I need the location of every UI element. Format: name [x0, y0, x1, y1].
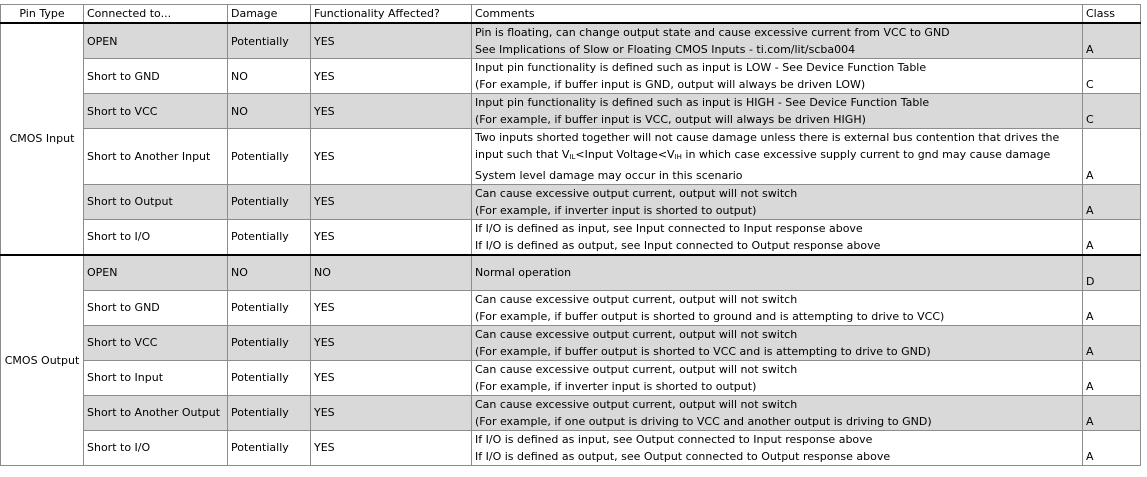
comment-line: Two inputs shorted together will not cause damage unless there is external bus contention that drives the: [475, 131, 1060, 144]
table-row: [1, 59, 1141, 94]
comment-line: Can cause excessive output current, output will not switch: [475, 292, 798, 306]
comment-line: (For example, if one output is driving to VCC and another output is driving to GND): [475, 414, 932, 428]
damage-cell: Potentially: [228, 23, 311, 59]
connected-cell: Short to VCC: [84, 325, 228, 360]
connected-cell: Short to I/O: [84, 430, 228, 465]
comment-line: (For example, if inverter input is shorted to output): [475, 203, 757, 217]
class-cell: A: [1083, 129, 1141, 185]
comments-cell: [472, 395, 1083, 430]
damage-cell: Potentially: [228, 325, 311, 360]
damage-cell: NO: [228, 94, 311, 129]
comment-line: Can cause excessive output current, output will not switch: [475, 362, 798, 376]
table-row: [1, 290, 1141, 325]
functionality-cell: YES: [311, 184, 472, 219]
comment-line: If I/O is defined as output, see Output connected to Output response above: [475, 449, 891, 463]
fmea-table: [0, 4, 1141, 466]
table-row: [1, 129, 1141, 185]
comment-line: See Implications of Slow or Floating CMOS Inputs - ti.com/lit/scba004: [475, 43, 856, 56]
functionality-cell: YES: [311, 23, 472, 59]
comment-line: Normal operation: [475, 266, 572, 280]
comment-line: (For example, if buffer output is shorted to VCC and is attempting to drive to GND): [475, 344, 931, 358]
comment-line: Can cause excessive output current, output will not switch: [475, 397, 798, 411]
functionality-cell: YES: [311, 94, 472, 129]
class-cell: C: [1083, 59, 1141, 94]
table-row: [1, 219, 1141, 255]
class-cell: A: [1083, 219, 1141, 255]
functionality-cell: YES: [311, 219, 472, 255]
comment-line: Can cause excessive output current, output will not switch: [475, 186, 798, 200]
functionality-cell: YES: [311, 129, 472, 185]
comment-line: If I/O is defined as input, see Input connected to Input response above: [475, 221, 863, 235]
comment-line: (For example, if inverter input is shorted to output): [475, 379, 757, 393]
connected-cell: Short to Another Output: [84, 395, 228, 430]
damage-cell: Potentially: [228, 129, 311, 185]
header-damage: Damage: [228, 5, 311, 24]
class-cell: A: [1083, 395, 1141, 430]
connected-cell: Short to I/O: [84, 219, 228, 255]
connected-cell: OPEN: [84, 23, 228, 59]
connected-cell: OPEN: [84, 255, 228, 291]
class-cell: A: [1083, 184, 1141, 219]
connected-cell: Short to VCC: [84, 94, 228, 129]
table-row: [1, 325, 1141, 360]
damage-cell: NO: [228, 59, 311, 94]
comments-cell: [472, 325, 1083, 360]
comment-line: (For example, if buffer input is VCC, output will always be driven HIGH): [475, 113, 866, 126]
damage-cell: Potentially: [228, 219, 311, 255]
header-pin-type: Pin Type: [1, 5, 84, 24]
comments-cell: [472, 430, 1083, 465]
functionality-cell: YES: [311, 325, 472, 360]
functionality-cell: YES: [311, 430, 472, 465]
functionality-cell: YES: [311, 290, 472, 325]
comment-line: (For example, if buffer output is shorted to ground and is attempting to drive to VCC): [475, 309, 945, 323]
class-cell: A: [1083, 430, 1141, 465]
pin-type-cell: CMOS Input: [1, 23, 84, 255]
table-row: [1, 23, 1141, 59]
damage-cell: Potentially: [228, 184, 311, 219]
comments-cell: [472, 129, 1083, 185]
comment-line: If I/O is defined as input, see Output connected to Input response above: [475, 432, 873, 446]
connected-cell: Short to GND: [84, 290, 228, 325]
class-cell: C: [1083, 94, 1141, 129]
header-row: [1, 5, 1141, 24]
comments-cell: [472, 59, 1083, 94]
comment-line: Can cause excessive output current, output will not switch: [475, 327, 798, 341]
functionality-cell: YES: [311, 360, 472, 395]
comments-cell: [472, 219, 1083, 255]
header-functionality: Functionality Affected?: [311, 5, 472, 24]
damage-cell: Potentially: [228, 395, 311, 430]
class-cell: A: [1083, 360, 1141, 395]
comments-cell: [472, 184, 1083, 219]
class-cell: D: [1083, 255, 1141, 291]
comments-cell: [472, 23, 1083, 59]
damage-cell: NO: [228, 255, 311, 291]
damage-cell: Potentially: [228, 430, 311, 465]
functionality-cell: NO: [311, 255, 472, 291]
comment-line: System level damage may occur in this scenario: [475, 168, 743, 182]
damage-cell: Potentially: [228, 290, 311, 325]
table-row: [1, 94, 1141, 129]
connected-cell: Short to Output: [84, 184, 228, 219]
functionality-cell: YES: [311, 59, 472, 94]
comment-line: input such that $V_{IL}<Input$ $Voltage<V_{IH}$ in which case excessive supply current to gnd may cause damage: [475, 148, 1051, 162]
header-class: Class: [1083, 5, 1141, 24]
comment-line: Pin is floating, can change output state and cause excessive current from VCC to GND: [475, 26, 950, 39]
class-cell: A: [1083, 325, 1141, 360]
table-row: [1, 430, 1141, 465]
comment-line: If I/O is defined as output, see Input connected to Output response above: [475, 238, 881, 252]
comments-cell: [472, 255, 1083, 291]
pin-type-cell: CMOS Output: [1, 255, 84, 466]
comment-line: (For example, if buffer input is GND, output will always be driven LOW): [475, 78, 866, 91]
connected-cell: Short to Input: [84, 360, 228, 395]
class-cell: A: [1083, 23, 1141, 59]
damage-cell: Potentially: [228, 360, 311, 395]
class-cell: A: [1083, 290, 1141, 325]
comments-cell: [472, 94, 1083, 129]
comment-line: Input pin functionality is defined such as input is HIGH - See Device Function Table: [475, 96, 930, 109]
table-row: [1, 395, 1141, 430]
table-row: [1, 360, 1141, 395]
functionality-cell: YES: [311, 395, 472, 430]
table-row: [1, 255, 1141, 291]
header-connected: Connected to...: [84, 5, 228, 24]
connected-cell: Short to Another Input: [84, 129, 228, 185]
header-comments: Comments: [472, 5, 1083, 24]
connected-cell: Short to GND: [84, 59, 228, 94]
comment-line: Input pin functionality is defined such as input is LOW - See Device Function Table: [475, 61, 927, 74]
comments-cell: [472, 360, 1083, 395]
table-row: [1, 184, 1141, 219]
comments-cell: [472, 290, 1083, 325]
